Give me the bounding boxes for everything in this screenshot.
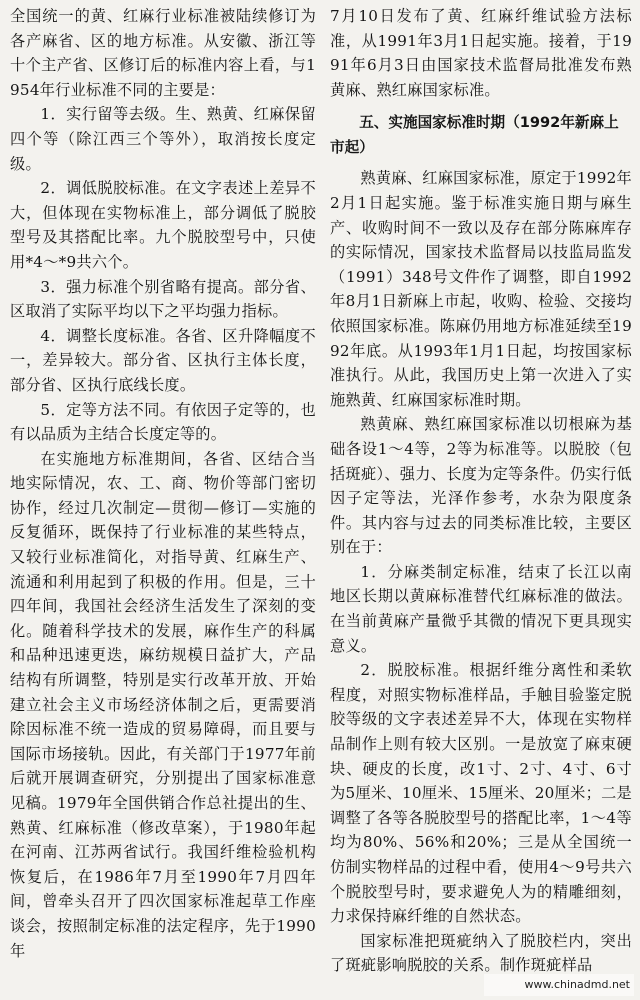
left-para-4: 4．调整长度标准。各省、区升降幅度不一，差异较大。部分省、区执行主体长度，部分省、区执行底线长度。 (10, 326, 316, 394)
left-para-0: 全国统一的黄、红麻行业标准被陆续修订为各产麻省、区的地方标准。从安徽、浙江等十个主产省、区修订后的标准内容上看，与1954年行业标准不同的主要是： (10, 7, 316, 99)
left-para-6: 在实施地方标准期间，各省、区结合当地实际情况，农、工、商、物价等部门密切协作，经过几次制定—贯彻—修订—实施的反复循环，既保持了行业标准的某些特点，又较行业标准简化，对指导黄、红麻生产、流通和利用起到了积极的作用。但是，三十四年间，我国社会经济生活发生了深刻的变化。随着科学技术的发展，麻作生产的科属和品种迅速更迭，麻纺规模日益扩大，产品结构有所调整，特别是实行改革开放、开始建立社会主义市场经济体制之后，更需要消除因标准不统一造成的贸易障碍，而且要与国际市场接轨。因此，有关部门于1977年前后就开展调查研究，分别提出了国家标准意见稿。1979年全国供销合作总社提出的生、熟黄、红麻标准（修改草案），于1980年起在河南、江苏两省试行。我国纤维检验机构恢复后，在1986年7月至1990年7月四年间，曾牵头召开了四次国家标准起草工作座谈会，按照制定标准的法定程序，先于1990年 (10, 449, 316, 960)
watermark: www.chinadmd.net (484, 974, 634, 996)
right-column (330, 4, 632, 978)
right-para-0: 熟黄麻、红麻国家标准，原定于1992年2月1日起实施。鉴于标准实施日期与麻生产、收购时间不一致以及存在部分陈麻库存的实际情况，国家技术监督局以技监局监发（1991）348号文件作了调整，即自1992年8月1日新麻上市起，收购、检验、交接均依照国家标准。陈麻仍用地方标准延续至1992年底。从1993年1月1日起，均按国家标准执行。从此，我国历史上第一次进入了实施熟黄、红麻国家标准时期。 (330, 169, 632, 409)
right-para-4: 国家标准把斑疵纳入了脱胶栏内，突出了斑疵影响脱胶的关系。制作斑疵样品 (330, 931, 632, 975)
right-para-1: 熟黄麻、熟红麻国家标准以切根麻为基础各设1～4等，2等为标准等。以脱胶（包括斑疵）、强力、长度为定等条件。仍实行低因子定等法，光泽作参考，水杂为限度条件。其内容与过去的同类标准比较，主要区别在于： (330, 415, 632, 557)
right-intro-para: 7月10日发布了黄、红麻纤维试验方法标准，从1991年3月1日起实施。接着，于1991年6月3日由国家技术监督局批准发布熟黄麻、熟红麻国家标准。 (330, 7, 632, 99)
right-para-2: 1．分麻类制定标准，结束了长江以南地区长期以黄麻标准替代红麻标准的做法。在当前黄麻产量微乎其微的情况下更具现实意义。 (330, 562, 632, 655)
left-para-1: 1．实行留等去级。生、熟黄、红麻保留四个等（除江西三个等外），取消按长度定级。 (10, 105, 316, 173)
left-para-5: 5．定等方法不同。有依因子定等的，也有以品质为主结合长度定等的。 (10, 400, 316, 444)
left-para-3: 3．强力标准个别省略有提高。部分省、区取消了实际平均以下之平均强力指标。 (10, 277, 316, 321)
left-column (10, 4, 316, 963)
section-heading: 五、实施国家标准时期（1992年新麻上市起） (330, 114, 619, 157)
left-para-2: 2．调低脱胶标准。在文字表述上差异不大，但体现在实物标准上，部分调低了脱胶型号及其搭配比率。九个脱胶型号中，只使用*4～*9共六个。 (10, 179, 316, 271)
right-para-3: 2．脱胶标准。根据纤维分离性和柔软程度，对照实物标准样品，手触目验鉴定脱胶等级的文字表述差异不大，体现在实物样品制作上则有较大区别。一是放宽了麻束硬块、硬皮的长度，改1寸、2寸、4寸、6寸为5厘米、10厘米、15厘米、20厘米；二是调整了各等各脱胶型号的搭配比率，1～4等均为80%、56%和20%；三是从全国统一仿制实物样品的过程中看，使用4～9号共六个脱胶型号时，要求避免人为的精雕细刻，力求保持麻纤维的自然状态。 (330, 661, 632, 926)
